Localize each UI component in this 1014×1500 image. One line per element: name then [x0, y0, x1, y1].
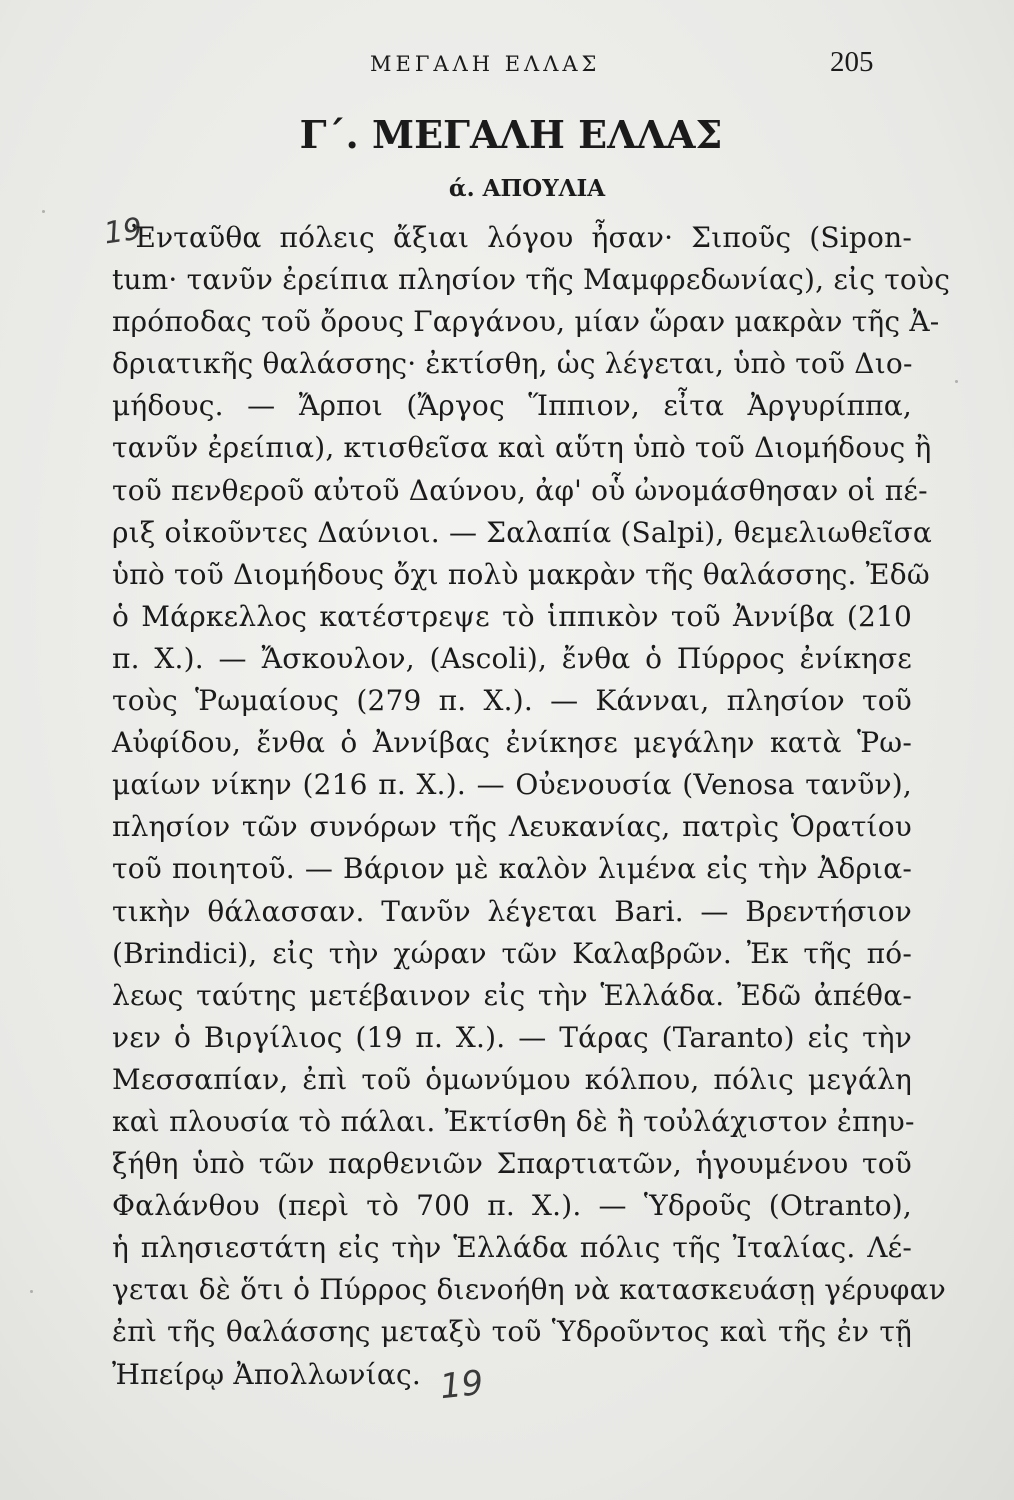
- body-line: ἡ πλησιεστάτη εἰς τὴν Ἑλλάδα πόλις τῆς Ἰταλίας. Λέ-: [112, 1231, 912, 1265]
- body-line: τανῦν ἐρείπια), κτισθεῖσα καὶ αὕτη ὑπὸ τοῦ Διομήδους ἢ: [112, 431, 932, 465]
- handwritten-mark-bottom: 19: [438, 1362, 486, 1408]
- body-line: Αὐφίδου, ἔνθα ὁ Ἀννίβας ἐνίκησε μεγάλην κατὰ Ῥω-: [112, 726, 912, 760]
- body-line: νεν ὁ Βιργίλιος (19 π. Χ.). — Τάρας (Taranto) εἰς τὴν: [112, 1020, 912, 1054]
- body-line: ὑπὸ τοῦ Διομήδους ὄχι πολὺ μακρὰν τῆς θαλάσσης. Ἐδῶ: [112, 557, 930, 591]
- body-line: πλησίον τῶν συνόρων τῆς Λευκανίας, πατρὶς Ὁρατίου: [112, 810, 912, 844]
- scan-speck: [955, 380, 958, 383]
- section-title: Γ΄. ΜΕΓΑΛΗ ΕΛΛΑΣ: [299, 112, 723, 157]
- body-line: τοῦ πενθεροῦ αὐτοῦ Δαύνου, ἀφ' οὗ ὠνομάσθησαν οἱ πέ-: [112, 473, 928, 507]
- body-text: [112, 217, 951, 1396]
- scan-speck: [42, 210, 45, 213]
- body-line: μήδους. — Ἄρποι (Ἄργος Ἵππιον, εἶτα Ἀργυρίππα,: [112, 389, 912, 423]
- body-line: γεται δὲ ὅτι ὁ Πύρρος διενοήθη νὰ κατασκευάσῃ γέρυφαν: [112, 1273, 946, 1307]
- body-line: π. Χ.). — Ἄσκουλον, (Ascoli), ἔνθα ὁ Πύρρος ἐνίκησε: [112, 641, 912, 675]
- body-line: Ἠπείρῳ Ἀπολλωνίας.: [112, 1357, 421, 1391]
- body-line: μαίων νίκην (216 π. Χ.). — Οὐενουσία (Venosa τανῦν),: [112, 768, 912, 802]
- running-head: ΜΕΓΑΛΗ ΕΛΛΑΣ: [370, 52, 601, 76]
- body-line: ὁ Μάρκελλος κατέστρεψε τὸ ἱππικὸν τοῦ Ἀννίβα (210: [112, 599, 912, 633]
- body-line: ἐπὶ τῆς θαλάσσης μεταξὺ τοῦ Ὑδροῦντος καὶ τῆς ἐν τῇ: [112, 1315, 912, 1349]
- body-line: Φαλάνθου (περὶ τὸ 700 π. Χ.). — Ὑδροῦς (Otranto),: [112, 1189, 912, 1223]
- body-line: τικὴν θάλασσαν. Τανῦν λέγεται Bari. — Βρεντήσιον: [112, 894, 912, 928]
- scan-speck: [30, 1290, 33, 1293]
- page-number: 205: [830, 46, 874, 78]
- body-line: πρόποδας τοῦ ὄρους Γαργάνου, μίαν ὥραν μακρὰν τῆς Ἀ-: [112, 305, 940, 339]
- body-line: τοῦ ποιητοῦ. — Βάριον μὲ καλὸν λιμένα εἰς τὴν Ἀδρια-: [112, 852, 912, 886]
- body-line: δριατικῆς θαλάσσης· ἐκτίσθη, ὡς λέγεται, ὑπὸ τοῦ Διο-: [112, 347, 913, 381]
- body-line: τοὺς Ῥωμαίους (279 π. Χ.). — Κάνναι, πλησίον τοῦ: [112, 684, 912, 718]
- body-line: ξήθη ὑπὸ τῶν παρθενιῶν Σπαρτιατῶν, ἡγουμένου τοῦ: [112, 1147, 912, 1181]
- body-line: καὶ πλουσία τὸ πάλαι. Ἐκτίσθη δὲ ἢ τοὐλάχιστον ἐπηυ-: [112, 1104, 915, 1138]
- handwritten-mark-top: 19: [101, 211, 145, 252]
- body-line: Ἐνταῦθα πόλεις ἄξιαι λόγου ἦσαν· Σιποῦς (Sipon-: [132, 221, 912, 254]
- body-line: λεως ταύτης μετέβαινον εἰς τὴν Ἑλλάδα. Ἐδῶ ἀπέθα-: [112, 978, 912, 1012]
- body-line: Μεσσαπίαν, ἐπὶ τοῦ ὁμωνύμου κόλπου, πόλις μεγάλη: [112, 1062, 912, 1096]
- subsection-title: ά. ΑΠΟΥΛΙΑ: [448, 175, 606, 202]
- body-line: tum· τανῦν ἐρείπια πλησίον τῆς Μαμφρεδωνίας), εἰς τοὺς: [112, 263, 951, 297]
- body-line: (Brindici), εἰς τὴν χώραν τῶν Καλαβρῶν. Ἐκ τῆς πό-: [112, 936, 912, 970]
- body-line: ριξ οἰκοῦντες Δαύνιοι. — Σαλαπία (Salpi), θεμελιωθεῖσα: [112, 515, 932, 549]
